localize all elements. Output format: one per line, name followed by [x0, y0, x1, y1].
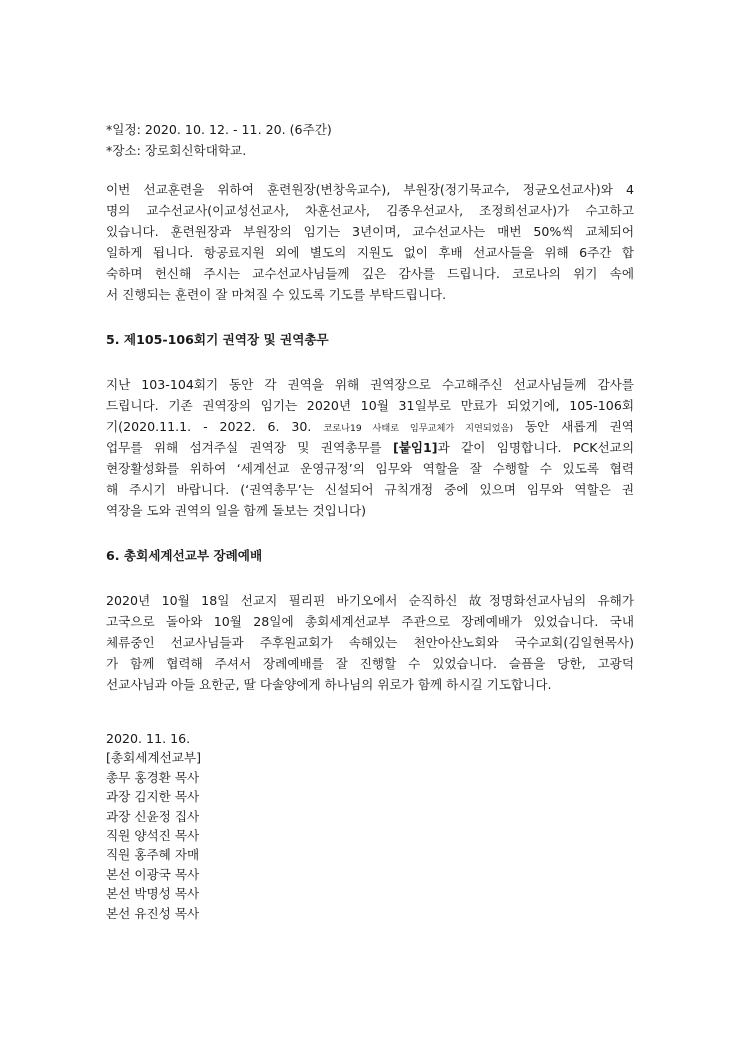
- paragraph-line: 서 진행되는 훈련이 잘 마쳐질 수 있도록 기도를 부탁드립니다.: [106, 287, 447, 302]
- schedule-place: *장소: 장로회신학대학교.: [106, 143, 247, 158]
- term-period: 기(2020.11.1. - 2022. 6. 30.: [106, 419, 312, 434]
- paragraph-line: [106, 416, 634, 437]
- paragraph-line: 명의 교수선교사(이교성선교사, 차훈선교사, 김종우선교사, 조정희선교사)가 수고하고: [106, 203, 634, 218]
- appointment-text-end: 과 같이 임명합니다. PCK선교의: [437, 440, 634, 455]
- paragraph-line: 드립니다. 기존 권역장의 임기는 2020년 10월 31일부로 만료가 되었기에, 105-106회: [106, 398, 634, 413]
- document-page: [106, 119, 634, 923]
- signature-block: [106, 729, 634, 923]
- appointment-text: 업무를 위해 섬겨주실 권역장 및 권역총무를: [106, 440, 382, 455]
- paragraph-line: 선교사님과 아들 요한군, 딸 다솔양에게 하나님의 위로가 함께 하시길 기도합니다.: [106, 677, 552, 692]
- signature-department: [총회세계선교부]: [106, 750, 201, 766]
- paragraph-line: 숙하며 헌신해 주시는 교수선교사님들께 깊은 감사를 드립니다. 코로나의 위기 속에: [106, 266, 634, 281]
- paragraph-line: [106, 437, 634, 458]
- paragraph-line: 해 주시기 바랍니다. (‘권역총무’는 신설되어 규칙개정 중에 있으며 임무와 역할은 권: [106, 482, 634, 497]
- term-note: 코로나19 사태로 임무교체가 지연되었음): [323, 423, 514, 434]
- paragraph-line: 현장활성화를 위하여 ‘세계선교 운영규정’의 임무와 역할을 잘 수행할 수 있도록 협력: [106, 461, 634, 476]
- schedule-date: *일정: 2020. 10. 12. - 11. 20. (6주간): [106, 122, 332, 137]
- schedule-block: [106, 119, 634, 161]
- staff-member: 과장 신윤정 집사: [106, 808, 200, 824]
- staff-member: 본선 박명성 목사: [106, 886, 200, 902]
- paragraph-line: 고국으로 돌아와 10월 28일에 총회세계선교부 주관으로 장례예배가 있었습니다. 국내: [106, 614, 634, 629]
- staff-member: 총무 홍경환 목사: [106, 769, 200, 785]
- attachment-ref: [붙임1]: [392, 440, 438, 455]
- staff-member: 본선 이광국 목사: [106, 866, 200, 882]
- paragraph-line: 있습니다. 훈련원장과 부원장의 임기는 3년이며, 교수선교사는 매번 50%씩 교체되어: [106, 224, 634, 239]
- section-6-paragraph: [106, 590, 634, 695]
- staff-member: 본선 유진성 목사: [106, 905, 200, 921]
- staff-member: 과장 김지한 목사: [106, 789, 200, 805]
- signature-date: 2020. 11. 16.: [106, 731, 191, 746]
- paragraph-line: 역장을 도와 권역의 일을 함께 돌보는 것입니다): [106, 503, 367, 518]
- section-5-paragraph: [106, 374, 634, 521]
- section-5-heading: 5. 제105-106회기 권역장 및 권역총무: [106, 332, 329, 347]
- term-period-end: 동안 새롭게 권역: [525, 419, 634, 434]
- paragraph-line: 체류중인 선교사님들과 주후원교회가 속해있는 천안아산노회와 국수교회(김일현목사): [106, 635, 634, 650]
- paragraph-line: 지난 103-104회기 동안 각 권역을 위해 권역장으로 수고해주신 선교사님들께 감사를: [106, 377, 634, 392]
- training-paragraph: [106, 179, 634, 305]
- staff-member: 직원 홍주혜 자매: [106, 847, 200, 863]
- paragraph-line: 2020년 10월 18일 선교지 필리핀 바기오에서 순직하신 故정명화선교사님의 유해가: [106, 593, 634, 608]
- staff-member: 직원 양석진 목사: [106, 827, 200, 843]
- paragraph-line: 가 함께 협력해 주셔서 장례예배를 잘 진행할 수 있었습니다. 슬픔을 당한, 고광덕: [106, 656, 634, 671]
- paragraph-line: 이번 선교훈련을 위하여 훈련원장(변창욱교수), 부원장(정기묵교수, 정균오선교사)와 4: [106, 182, 634, 197]
- section-6-heading: 6. 총회세계선교부 장례예배: [106, 548, 263, 563]
- paragraph-line: 일하게 됩니다. 항공료지원 외에 별도의 지원도 없이 후배 선교사들을 위해 6주간 합: [106, 245, 634, 260]
